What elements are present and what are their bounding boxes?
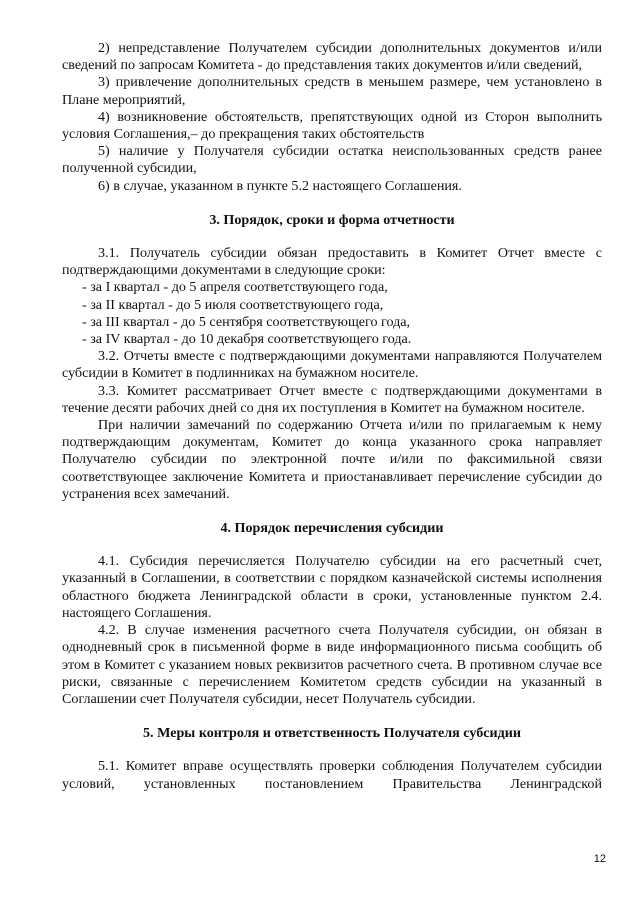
deadline-item: - за I квартал - до 5 апреля соответствующего года, — [82, 279, 388, 296]
deadline-item: - за III квартал - до 5 сентября соответствующего года, — [82, 313, 411, 330]
deadline-item: - за II квартал - до 5 июля соответствующего года, — [82, 296, 384, 313]
list-item: 5) наличие у Получателя субсидии остатка неиспользованных средств ранее полученной субсидии, — [62, 143, 602, 177]
document-body — [62, 40, 602, 793]
paragraph-5-1: 5.1. Комитет вправе осуществлять проверки соблюдения Получателем субсидии условий, установленных постановлением Правительства Ленинградской — [62, 758, 602, 792]
paragraph-4-2: 4.2. В случае изменения расчетного счета Получателя субсидии, он обязан в однодневный срок в письменной форме в виде информационного письма сообщить об этом в Комитет с указанием новых реквизитов расчетного счета. В противном случае все риски, связанные с перечислением Комитетом средств субсидии на указанный в Соглашении счет Получателя субсидии, несет Получатель субсидии. — [62, 622, 602, 707]
section-3-heading: 3. Порядок, сроки и форма отчетности — [209, 211, 455, 228]
list-item: 2) непредставление Получателем субсидии дополнительных документов и/или сведений по запросам Комитета - до представления таких документов и/или сведений, — [62, 40, 602, 74]
section-4-heading: 4. Порядок перечисления субсидии — [220, 520, 444, 537]
paragraph-4-1: 4.1. Субсидия перечисляется Получателю субсидии на его расчетный счет, указанный в Соглашении, в соответствии с порядком казначейской системы исполнения областного бюджета Ленинградской области в сроки, установленные пунктом 2.4. настоящего Соглашения. — [62, 553, 602, 621]
paragraph-3-3: 3.3. Комитет рассматривает Отчет вместе с подтверждающими документами в течение десяти рабочих дней со дня их поступления в Комитет на бумажном носителе. — [62, 382, 602, 416]
list-item: 3) привлечение дополнительных средств в меньшем размере, чем установлено в Плане мероприятий, — [62, 74, 602, 108]
list-item: 6) в случае, указанном в пункте 5.2 настоящего Соглашения. — [98, 177, 462, 194]
paragraph-3-2: 3.2. Отчеты вместе с подтверждающими документами направляются Получателем субсидии в Комитет в подлинниках на бумажном носителе. — [62, 348, 602, 382]
page-number: 12 — [593, 853, 606, 865]
list-item: 4) возникновение обстоятельств, препятствующих одной из Сторон выполнить условия Соглашения,– до прекращения таких обстоятельств — [62, 108, 602, 143]
paragraph-remarks: При наличии замечаний по содержанию Отчета и/или по прилагаемым к нему подтверждающим документам, Комитет до конца указанного срока направляет Получателю субсидии по электронной почте и/или по факсимильной связи соответствующее заключение Комитета и приостанавливает перечисление субсидии до устранения всех замечаний. — [62, 417, 602, 502]
deadline-item: - за IV квартал - до 10 декабря соответствующего года. — [82, 331, 412, 348]
paragraph-3-1: 3.1. Получатель субсидии обязан предоставить в Комитет Отчет вместе с подтверждающими документами в следующие сроки: — [62, 245, 602, 279]
section-5-heading: 5. Меры контроля и ответственность Получателя субсидии — [142, 725, 522, 742]
